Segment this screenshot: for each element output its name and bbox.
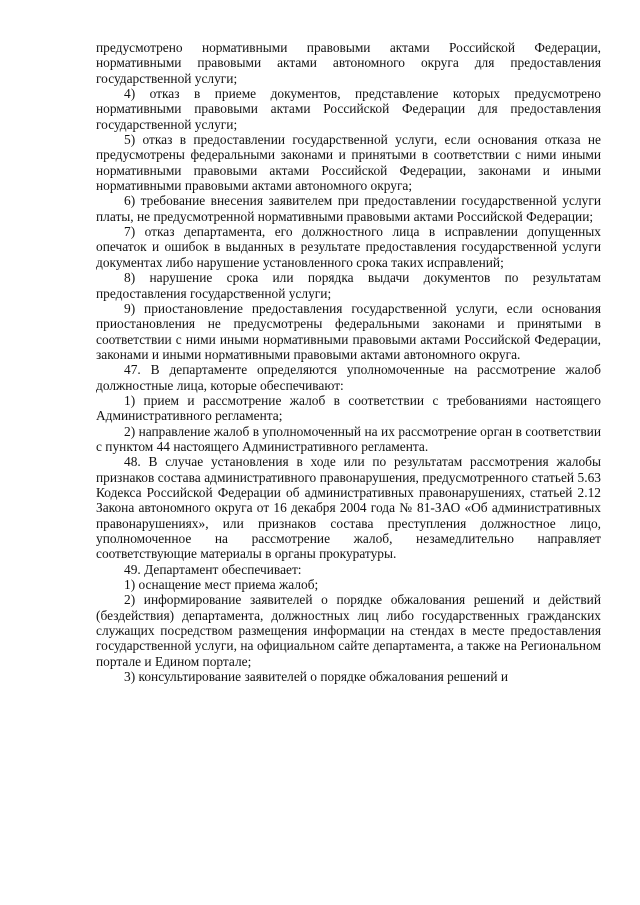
- paragraph-clause-47-item-2: 2) направление жалоб в уполномоченный на их рассмотрение орган в соответствии с пунктом 44 настоящего Административного регламента.: [96, 423, 601, 454]
- paragraph-clause-49-item-2: 2) информирование заявителей о порядке обжалования решений и действий (бездействия) департамента, должностных лиц либо государственных гражданских служащих посредством размещения информации на стендах в месте предоставления государственной услуги, на официальном сайте департамента, а также на Региональном портале и Едином портале;: [96, 592, 601, 669]
- paragraph-continuation: предусмотрено нормативными правовыми актами Российской Федерации, нормативными правовыми актами автономного округа для предоставления государственной услуги;: [96, 40, 601, 86]
- paragraph-clause-49-item-3: 3) консультирование заявителей о порядке обжалования решений и: [124, 669, 509, 685]
- paragraph-item-5: 5) отказ в предоставлении государственной услуги, если основания отказа не предусмотрены федеральными законами и принятыми в соответствии с ними иными нормативными правовыми актами Российской Федерации, законами и иными нормативными правовыми актами автономного округа;: [96, 132, 601, 194]
- paragraph-clause-47: 47. В департаменте определяются уполномоченные на рассмотрение жалоб должностные лица, которые обеспечивают:: [96, 362, 601, 393]
- paragraph-item-4: 4) отказ в приеме документов, представление которых предусмотрено нормативными правовыми актами Российской Федерации для предоставления государственной услуги;: [96, 86, 601, 132]
- paragraph-clause-49-item-1: 1) оснащение мест приема жалоб;: [124, 577, 319, 593]
- document-page: [96, 40, 601, 684]
- paragraph-clause-49: 49. Департамент обеспечивает:: [124, 561, 302, 577]
- paragraph-item-8: 8) нарушение срока или порядка выдачи документов по результатам предоставления государственной услуги;: [96, 270, 601, 301]
- paragraph-clause-47-item-1: 1) прием и рассмотрение жалоб в соответствии с требованиями настоящего Административного регламента;: [96, 392, 601, 424]
- paragraph-item-7: 7) отказ департамента, его должностного лица в исправлении допущенных опечаток и ошибок в выданных в результате предоставления государственной услуги документах либо нарушение установленного срока таких исправлений;: [96, 224, 601, 270]
- paragraph-item-6: 6) требование внесения заявителем при предоставлении государственной услуги платы, не предусмотренной нормативными правовыми актами Российской Федерации;: [96, 193, 601, 224]
- paragraph-item-9: 9) приостановление предоставления государственной услуги, если основания приостановления не предусмотрены федеральными законами и принятыми в соответствии с ними иными нормативными правовыми актами Российской Федерации, законами и иными нормативными правовыми актами автономного округа.: [96, 300, 601, 362]
- paragraph-clause-48: 48. В случае установления в ходе или по результатам рассмотрения жалобы признаков состава административного правонарушения, предусмотренного статьей 5.63 Кодекса Российской Федерации об административных правонарушениях, статьей 2.12 Закона автономного округа от 16 декабря 2004 года № 81-ЗАО «Об административных правонарушениях», или признаков состава преступления должностное лицо, уполномоченное на рассмотрение жалоб, незамедлительно направляет соответствующие материалы в органы прокуратуры.: [96, 454, 601, 562]
